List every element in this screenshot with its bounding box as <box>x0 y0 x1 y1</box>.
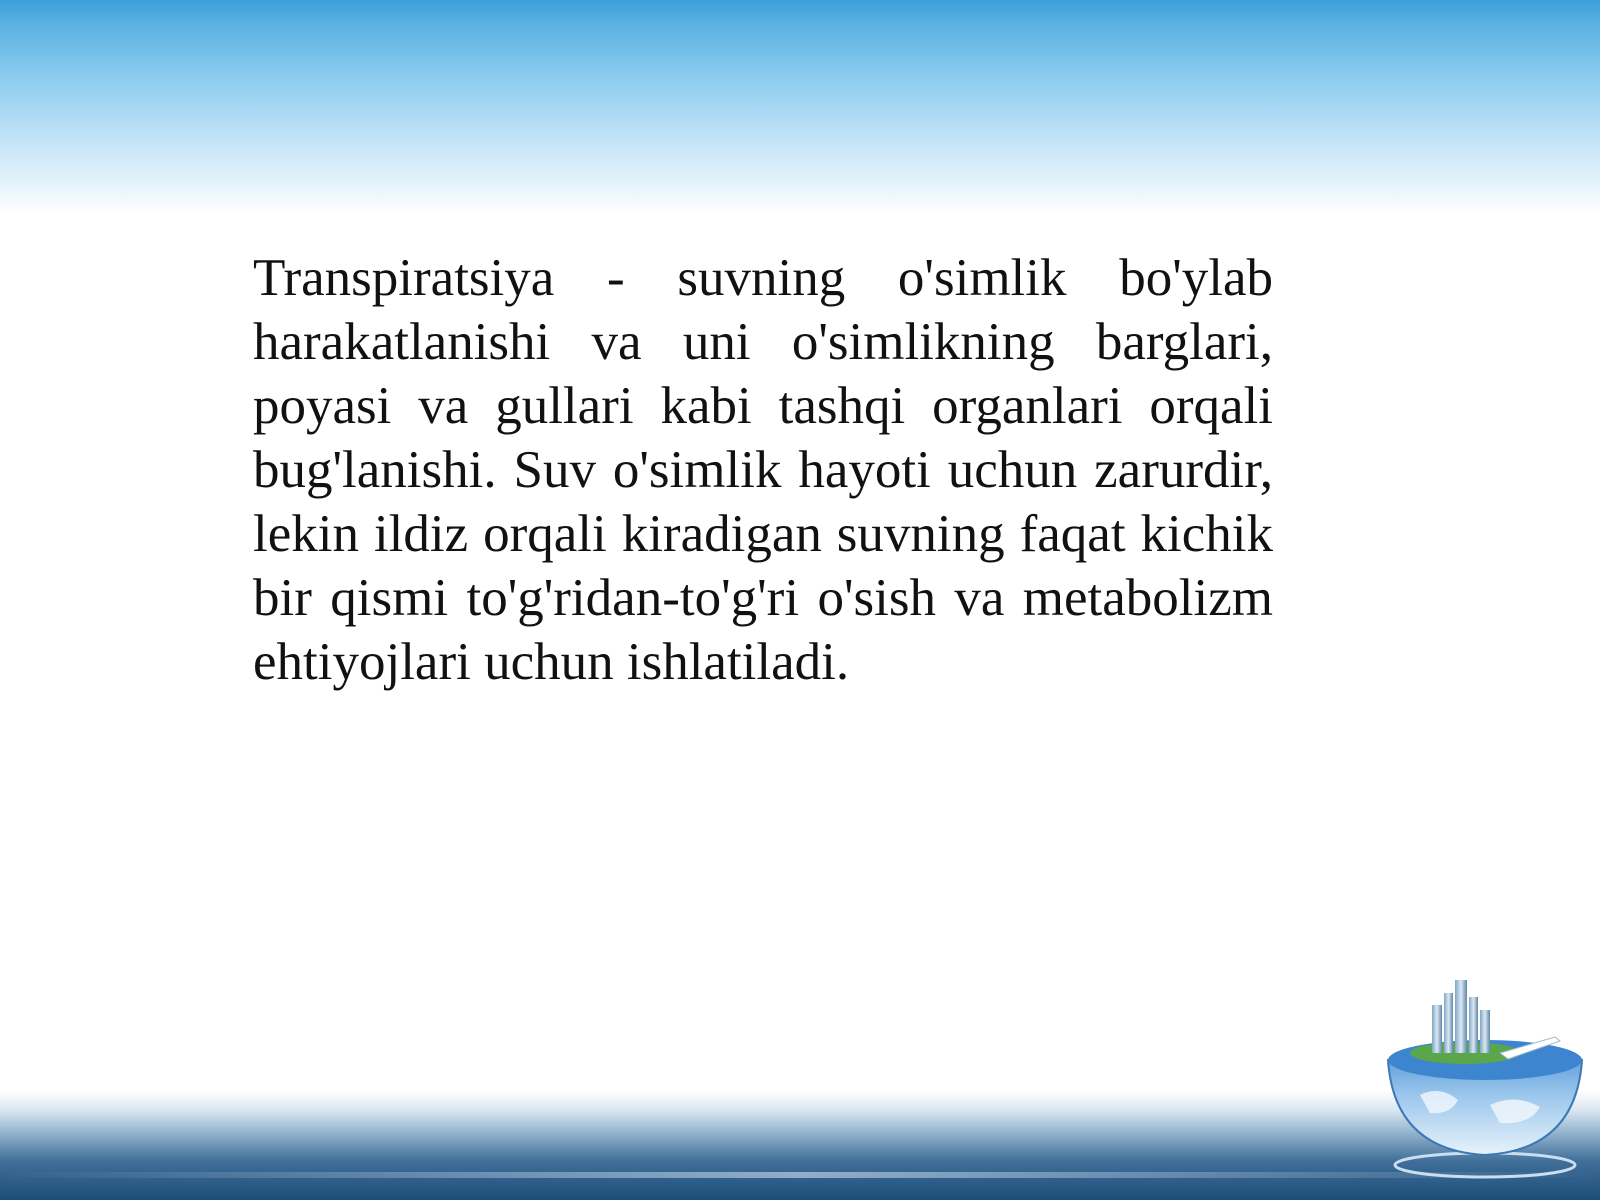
body-paragraph: Transpiratsiya - suvning o'simlik bo'ylab harakatlanishi va uni o'simlikning barglari, poyasi va gullari kabi tashqi organlari orqali bug'lanishi. Suv o'simlik hayoti uchun zarurdir, lekin ildiz orqali kiradigan suvning faqat kichik bir qismi to'g'ridan-to'g'ri o'sish va metabolizm ehtiyojlari uchun ishlatiladi. <box>253 249 1273 691</box>
top-gradient-band <box>0 0 1600 215</box>
city-globe-icon <box>1380 975 1590 1190</box>
bottom-gradient-band <box>0 1090 1600 1200</box>
bottom-highlight <box>0 1172 1600 1178</box>
